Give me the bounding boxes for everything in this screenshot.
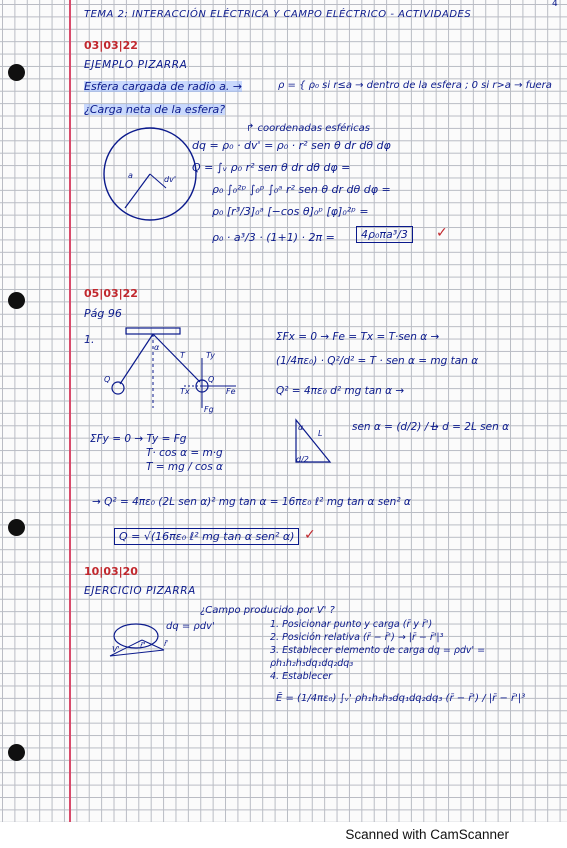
section-date: 05|03|22 (84, 287, 138, 300)
binder-hole (8, 519, 25, 536)
sphere-dv-label: dv' (164, 175, 177, 184)
equation-line: Q² = 4πε₀ d² mg tan α → (276, 385, 405, 397)
corner-mark: 4 (552, 0, 558, 9)
equation-line: ΣFy = 0 → Ty = Fg (90, 433, 187, 445)
margin-line (69, 0, 71, 822)
equation-line: → d = 2L sen α (430, 421, 509, 433)
check-mark: ✓ (436, 225, 448, 241)
r-prime-label: r̄' (140, 641, 146, 650)
tx-label: Tx (180, 387, 190, 396)
equation-line: Q = ∫ᵥ ρ₀ r² sen θ dr dθ dφ = (192, 161, 351, 174)
equation-line: sen α = (d/2) / L (352, 421, 438, 433)
binder-hole (8, 744, 25, 761)
alpha-label: α (154, 343, 160, 352)
section-heading: EJEMPLO PIZARRA (84, 59, 188, 71)
step-item: 3. Establecer elemento de carga dq = ρdv' = (270, 645, 486, 656)
watermark: Scanned with CamScanner (345, 827, 509, 842)
field-equation: Ē = (1/4πε₀) ∫ᵥ' ρh₁h₂h₃dq₁dq₂dq₃ (r̄ − r̄') / |r̄ − r̄'|³ (276, 693, 526, 704)
step-item: 4. Establecer (270, 671, 333, 682)
scan-footer (0, 822, 567, 848)
tension-label: T (180, 351, 185, 360)
charge-label-left: Q (104, 375, 111, 384)
page-reference: Pág 96 (84, 307, 122, 320)
charge-label-right: Q (208, 375, 215, 384)
step-item: 1. Posicionar punto y carga (r̄ y r̄') (270, 619, 433, 630)
exercise-subtitle: ¿Campo producido por V' ? (200, 605, 335, 616)
equation-line: T = mg / cos α (146, 461, 223, 473)
result-box: 4ρ₀πa³/3 (356, 226, 413, 243)
equation-line: ΣFx = 0 → Fe = Tx = T·sen α → (276, 331, 440, 343)
triangle-diagram (282, 418, 342, 468)
equation-line: ρ₀ ∫₀²ᵖ ∫₀ᵖ ∫₀ᵃ r² sen θ dr dθ dφ = (212, 183, 391, 196)
item-number: 1. (84, 333, 95, 346)
triangle-alpha-label: α (298, 423, 304, 432)
page-title: TEMA 2: INTERACCIÓN ELÉCTRICA Y CAMPO ELÉCTRICO - ACTIVIDADES (84, 9, 472, 20)
ty-label: Ty (206, 351, 215, 360)
binder-hole (8, 292, 25, 309)
binder-hole (8, 64, 25, 81)
result-box: Q = √(16πε₀ ℓ² mg tan α sen² α) (114, 528, 299, 545)
step-item: 2. Posición relativa (r̄ − r̄') → |r̄ − r̄'|³ (270, 632, 444, 643)
check-mark: ✓ (304, 527, 316, 543)
problem-statement: Esfera cargada de radio a. → (84, 80, 243, 93)
triangle-d-label: d/2 (296, 455, 309, 464)
section-heading: EJERCICIO PIZARRA (84, 585, 196, 597)
problem-question: ¿Carga neta de la esfera? (84, 103, 226, 116)
fe-label: Fe (226, 387, 236, 396)
r-label: r̄ (164, 639, 168, 648)
equation-line: ρ₀ [r³/3]₀ᵃ [−cos θ]₀ᵖ [φ]₀²ᵖ = (212, 205, 369, 218)
charge-element: dq = ρdv' (166, 621, 215, 632)
volume-label: V' (112, 645, 120, 654)
density-definition: ρ = { ρ₀ si r≤a → dentro de la esfera ; 0 si r>a → fuera (278, 80, 552, 91)
fg-label: Fg (204, 405, 214, 414)
sphere-radius-label: a (128, 171, 133, 180)
section-date: 03|03|22 (84, 39, 138, 52)
equation-line: ρ₀ · a³/3 · (1+1) · 2π = (212, 231, 335, 244)
pendulum-diagram (100, 328, 250, 418)
equation-line: (1/4πε₀) · Q²/d² = T · sen α = mg tan α (276, 355, 479, 367)
section-date: 10|03|20 (84, 565, 138, 578)
step-item: ρh₁h₂h₃dq₁dq₂dq₃ (270, 658, 354, 669)
equation-line: → Q² = 4πε₀ (2L sen α)² mg tan α = 16πε₀ ℓ² mg tan α sen² α (92, 496, 411, 508)
equation-line: dq = ρ₀ · dv' = ρ₀ · r² sen θ dr dθ dφ (192, 139, 391, 152)
equation-line: T· cos α = m·g (146, 447, 223, 459)
triangle-l-label: L (318, 429, 323, 438)
coords-note: ↱ coordenadas esféricas (246, 123, 370, 134)
